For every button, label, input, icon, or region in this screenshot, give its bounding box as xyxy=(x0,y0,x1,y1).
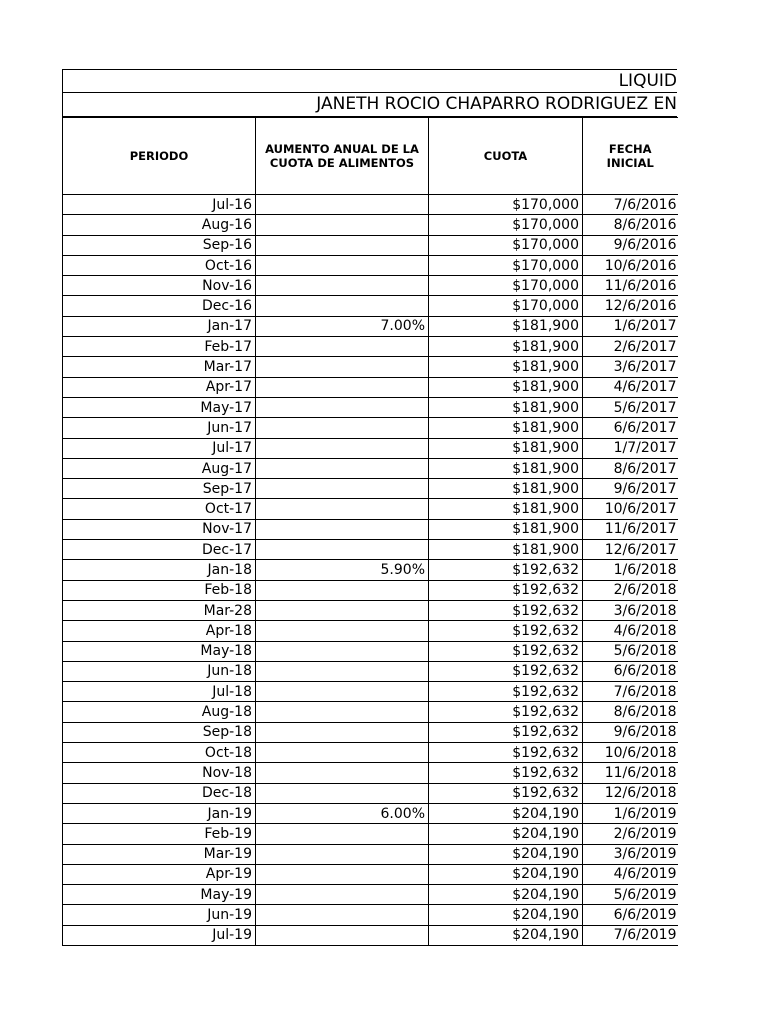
cell-fecha[interactable]: 12/6/2018 xyxy=(583,783,678,803)
table-row xyxy=(63,580,678,600)
cell-fecha[interactable]: 12/6/2017 xyxy=(583,540,678,560)
cell-periodo[interactable]: Jan-19 xyxy=(63,803,256,823)
cell-periodo[interactable]: Feb-18 xyxy=(63,580,256,600)
cell-cuota[interactable]: $181,900 xyxy=(429,357,583,377)
cell-aumento[interactable] xyxy=(256,844,429,864)
cell-periodo[interactable]: Sep-17 xyxy=(63,479,256,499)
table-row xyxy=(63,519,678,539)
cell-aumento[interactable] xyxy=(256,195,429,215)
cell-aumento[interactable] xyxy=(256,641,429,661)
cell-fecha[interactable]: 4/6/2017 xyxy=(583,377,678,397)
table-row xyxy=(63,377,678,397)
cell-fecha[interactable]: 9/6/2016 xyxy=(583,235,678,255)
cell-periodo[interactable]: Jul-17 xyxy=(63,438,256,458)
cell-fecha[interactable]: 10/6/2018 xyxy=(583,743,678,763)
cell-fecha[interactable]: 8/6/2016 xyxy=(583,215,678,235)
table-row xyxy=(63,418,678,438)
cell-aumento[interactable] xyxy=(256,783,429,803)
cell-periodo[interactable]: Dec-18 xyxy=(63,783,256,803)
sheet-title: LIQUID xyxy=(62,69,677,93)
cell-cuota[interactable]: $192,632 xyxy=(429,600,583,620)
cell-cuota[interactable]: $181,900 xyxy=(429,316,583,336)
cell-aumento[interactable] xyxy=(256,296,429,316)
cell-fecha[interactable]: 8/6/2017 xyxy=(583,458,678,478)
cell-aumento[interactable] xyxy=(256,580,429,600)
table-row xyxy=(63,803,678,823)
cell-cuota[interactable]: $204,190 xyxy=(429,803,583,823)
cell-periodo[interactable]: Nov-17 xyxy=(63,519,256,539)
table-row xyxy=(63,479,678,499)
table-row xyxy=(63,600,678,620)
cell-periodo[interactable]: Mar-19 xyxy=(63,844,256,864)
cell-aumento[interactable] xyxy=(256,397,429,417)
table-row xyxy=(63,276,678,296)
table-row xyxy=(63,743,678,763)
cell-periodo[interactable]: Jul-18 xyxy=(63,682,256,702)
cell-periodo[interactable]: Dec-16 xyxy=(63,296,256,316)
table-row xyxy=(63,885,678,905)
cell-cuota[interactable]: $192,632 xyxy=(429,783,583,803)
cell-cuota[interactable]: $204,190 xyxy=(429,844,583,864)
cell-aumento[interactable] xyxy=(256,438,429,458)
cell-periodo[interactable]: Aug-17 xyxy=(63,458,256,478)
cell-aumento[interactable] xyxy=(256,621,429,641)
cell-cuota[interactable]: $181,900 xyxy=(429,377,583,397)
cell-periodo[interactable]: May-18 xyxy=(63,641,256,661)
cell-cuota[interactable]: $204,190 xyxy=(429,885,583,905)
table-row xyxy=(63,235,678,255)
table-row xyxy=(63,824,678,844)
cell-periodo[interactable]: Sep-18 xyxy=(63,722,256,742)
header-fecha: FECHA INICIAL xyxy=(583,118,678,195)
cell-fecha[interactable]: 3/6/2018 xyxy=(583,600,678,620)
table-row xyxy=(63,499,678,519)
table-row xyxy=(63,438,678,458)
cell-cuota[interactable]: $170,000 xyxy=(429,235,583,255)
cell-periodo[interactable]: Feb-19 xyxy=(63,824,256,844)
cell-periodo[interactable]: Nov-18 xyxy=(63,763,256,783)
cell-cuota[interactable]: $181,900 xyxy=(429,540,583,560)
cell-fecha[interactable]: 11/6/2017 xyxy=(583,519,678,539)
table-row xyxy=(63,215,678,235)
cell-periodo[interactable]: Jul-16 xyxy=(63,195,256,215)
header-row xyxy=(63,118,678,195)
cell-aumento[interactable] xyxy=(256,255,429,275)
cell-fecha[interactable]: 1/6/2018 xyxy=(583,560,678,580)
table-row xyxy=(63,763,678,783)
cell-aumento[interactable]: 5.90% xyxy=(256,560,429,580)
cell-cuota[interactable]: $204,190 xyxy=(429,925,583,945)
cell-cuota[interactable]: $170,000 xyxy=(429,276,583,296)
cell-aumento[interactable] xyxy=(256,864,429,884)
cell-cuota[interactable]: $192,632 xyxy=(429,702,583,722)
cell-cuota[interactable]: $170,000 xyxy=(429,255,583,275)
spreadsheet xyxy=(62,69,677,946)
table-row xyxy=(63,397,678,417)
table-row xyxy=(63,702,678,722)
cell-periodo[interactable]: Apr-18 xyxy=(63,621,256,641)
cell-periodo[interactable]: Aug-18 xyxy=(63,702,256,722)
cell-periodo[interactable]: Mar-17 xyxy=(63,357,256,377)
cell-aumento[interactable] xyxy=(256,722,429,742)
cell-fecha[interactable]: 7/6/2018 xyxy=(583,682,678,702)
cuota-table xyxy=(62,117,678,946)
cell-fecha[interactable]: 1/6/2017 xyxy=(583,316,678,336)
table-row xyxy=(63,783,678,803)
table-row xyxy=(63,296,678,316)
cell-cuota[interactable]: $170,000 xyxy=(429,195,583,215)
table-row xyxy=(63,540,678,560)
cell-cuota[interactable]: $181,900 xyxy=(429,458,583,478)
header-periodo: PERIODO xyxy=(63,118,256,195)
header-aumento: AUMENTO ANUAL DE LA CUOTA DE ALIMENTOS xyxy=(256,118,429,195)
table-row xyxy=(63,844,678,864)
cell-fecha[interactable]: 7/6/2019 xyxy=(583,925,678,945)
cell-aumento[interactable] xyxy=(256,661,429,681)
cell-fecha[interactable]: 5/6/2019 xyxy=(583,885,678,905)
cell-aumento[interactable] xyxy=(256,276,429,296)
cell-cuota[interactable]: $192,632 xyxy=(429,580,583,600)
cell-periodo[interactable]: Dec-17 xyxy=(63,540,256,560)
table-row xyxy=(63,316,678,336)
cell-fecha[interactable]: 2/6/2019 xyxy=(583,824,678,844)
cell-fecha[interactable]: 5/6/2017 xyxy=(583,397,678,417)
table-row xyxy=(63,864,678,884)
cell-periodo[interactable]: Sep-16 xyxy=(63,235,256,255)
cell-periodo[interactable]: Jan-18 xyxy=(63,560,256,580)
cell-fecha[interactable]: 1/6/2019 xyxy=(583,803,678,823)
cell-aumento[interactable] xyxy=(256,235,429,255)
cell-aumento[interactable] xyxy=(256,337,429,357)
cell-aumento[interactable] xyxy=(256,682,429,702)
cell-aumento[interactable] xyxy=(256,743,429,763)
cell-periodo[interactable]: Oct-17 xyxy=(63,499,256,519)
cell-periodo[interactable]: Mar-28 xyxy=(63,600,256,620)
cell-fecha[interactable]: 10/6/2017 xyxy=(583,499,678,519)
cell-cuota[interactable]: $192,632 xyxy=(429,661,583,681)
cell-fecha[interactable]: 9/6/2017 xyxy=(583,479,678,499)
table-row xyxy=(63,621,678,641)
cell-fecha[interactable]: 6/6/2019 xyxy=(583,905,678,925)
cell-fecha[interactable]: 4/6/2019 xyxy=(583,864,678,884)
cell-periodo[interactable]: May-17 xyxy=(63,397,256,417)
cell-aumento[interactable] xyxy=(256,600,429,620)
cell-cuota[interactable]: $181,900 xyxy=(429,479,583,499)
cell-fecha[interactable]: 3/6/2017 xyxy=(583,357,678,377)
cell-cuota[interactable]: $204,190 xyxy=(429,824,583,844)
cell-aumento[interactable] xyxy=(256,925,429,945)
table-row xyxy=(63,641,678,661)
cell-aumento[interactable] xyxy=(256,905,429,925)
table-row xyxy=(63,661,678,681)
cell-aumento[interactable] xyxy=(256,519,429,539)
cell-cuota[interactable]: $192,632 xyxy=(429,743,583,763)
cell-fecha[interactable]: 8/6/2018 xyxy=(583,702,678,722)
sheet-subtitle: JANETH ROCIO CHAPARRO RODRIGUEZ EN xyxy=(62,93,677,117)
cell-aumento[interactable] xyxy=(256,418,429,438)
cell-fecha[interactable]: 10/6/2016 xyxy=(583,255,678,275)
table-row xyxy=(63,255,678,275)
cell-cuota[interactable]: $192,632 xyxy=(429,621,583,641)
cell-periodo[interactable]: Nov-16 xyxy=(63,276,256,296)
cell-aumento[interactable] xyxy=(256,479,429,499)
cell-periodo[interactable]: Jul-19 xyxy=(63,925,256,945)
cell-fecha[interactable]: 2/6/2018 xyxy=(583,580,678,600)
cell-periodo[interactable]: Jun-18 xyxy=(63,661,256,681)
cell-aumento[interactable] xyxy=(256,499,429,519)
table-row xyxy=(63,722,678,742)
cell-cuota[interactable]: $192,632 xyxy=(429,722,583,742)
cell-cuota[interactable]: $192,632 xyxy=(429,560,583,580)
cell-periodo[interactable]: Aug-16 xyxy=(63,215,256,235)
cell-aumento[interactable] xyxy=(256,458,429,478)
cell-cuota[interactable]: $181,900 xyxy=(429,337,583,357)
cell-periodo[interactable]: Apr-19 xyxy=(63,864,256,884)
cell-fecha[interactable]: 6/6/2018 xyxy=(583,661,678,681)
cell-aumento[interactable] xyxy=(256,763,429,783)
cell-cuota[interactable]: $181,900 xyxy=(429,499,583,519)
cell-periodo[interactable]: Apr-17 xyxy=(63,377,256,397)
cell-aumento[interactable]: 6.00% xyxy=(256,803,429,823)
cell-fecha[interactable]: 9/6/2018 xyxy=(583,722,678,742)
cell-aumento[interactable] xyxy=(256,357,429,377)
cell-aumento[interactable] xyxy=(256,885,429,905)
cell-fecha[interactable]: 12/6/2016 xyxy=(583,296,678,316)
cell-aumento[interactable]: 7.00% xyxy=(256,316,429,336)
cell-cuota[interactable]: $204,190 xyxy=(429,905,583,925)
table-row xyxy=(63,337,678,357)
cell-cuota[interactable]: $181,900 xyxy=(429,519,583,539)
table-row xyxy=(63,195,678,215)
table-row xyxy=(63,925,678,945)
cell-cuota[interactable]: $192,632 xyxy=(429,682,583,702)
cell-periodo[interactable]: Oct-16 xyxy=(63,255,256,275)
cell-periodo[interactable]: Oct-18 xyxy=(63,743,256,763)
table-row xyxy=(63,458,678,478)
cell-fecha[interactable]: 11/6/2016 xyxy=(583,276,678,296)
cell-cuota[interactable]: $204,190 xyxy=(429,864,583,884)
cell-fecha[interactable]: 5/6/2018 xyxy=(583,641,678,661)
cell-aumento[interactable] xyxy=(256,215,429,235)
cell-aumento[interactable] xyxy=(256,377,429,397)
table-row xyxy=(63,682,678,702)
table-row xyxy=(63,560,678,580)
cell-cuota[interactable]: $181,900 xyxy=(429,397,583,417)
cell-periodo[interactable]: Jun-19 xyxy=(63,905,256,925)
table-body xyxy=(63,195,678,946)
cell-fecha[interactable]: 6/6/2017 xyxy=(583,418,678,438)
cell-fecha[interactable]: 3/6/2019 xyxy=(583,844,678,864)
cell-periodo[interactable]: May-19 xyxy=(63,885,256,905)
table-row xyxy=(63,905,678,925)
cell-fecha[interactable]: 4/6/2018 xyxy=(583,621,678,641)
cell-cuota[interactable]: $170,000 xyxy=(429,215,583,235)
cell-fecha[interactable]: 7/6/2016 xyxy=(583,195,678,215)
cell-cuota[interactable]: $170,000 xyxy=(429,296,583,316)
cell-aumento[interactable] xyxy=(256,702,429,722)
cell-fecha[interactable]: 2/6/2017 xyxy=(583,337,678,357)
header-cuota: CUOTA xyxy=(429,118,583,195)
cell-fecha[interactable]: 11/6/2018 xyxy=(583,763,678,783)
cell-periodo[interactable]: Feb-17 xyxy=(63,337,256,357)
cell-cuota[interactable]: $181,900 xyxy=(429,418,583,438)
cell-periodo[interactable]: Jun-17 xyxy=(63,418,256,438)
cell-fecha[interactable]: 1/7/2017 xyxy=(583,438,678,458)
cell-cuota[interactable]: $192,632 xyxy=(429,763,583,783)
cell-cuota[interactable]: $192,632 xyxy=(429,641,583,661)
cell-aumento[interactable] xyxy=(256,540,429,560)
cell-cuota[interactable]: $181,900 xyxy=(429,438,583,458)
cell-periodo[interactable]: Jan-17 xyxy=(63,316,256,336)
cell-aumento[interactable] xyxy=(256,824,429,844)
table-row xyxy=(63,357,678,377)
